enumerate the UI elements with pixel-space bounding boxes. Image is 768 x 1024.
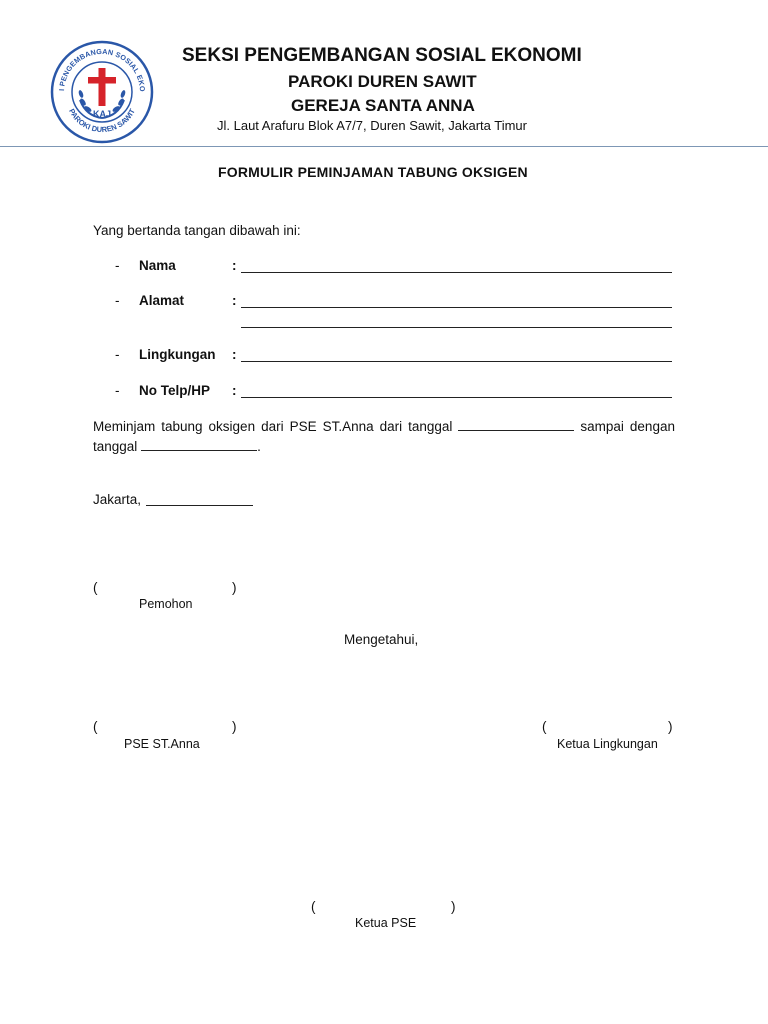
- field-label-lingkungan: Lingkungan: [139, 347, 216, 362]
- parish-name: PAROKI DUREN SAWIT: [288, 72, 477, 91]
- field-label-nama: Nama: [139, 258, 176, 273]
- borrow-text-2: sampai dengan tanggal: [93, 419, 675, 454]
- church-name: GEREJA SANTA ANNA: [291, 96, 475, 115]
- logo-center-text: KAJ: [92, 109, 112, 119]
- alamat-input-line-2[interactable]: [241, 327, 672, 328]
- bullet: -: [115, 383, 120, 398]
- borrow-paragraph: [93, 417, 675, 457]
- nama-input-line[interactable]: [241, 272, 672, 273]
- close-paren: ): [232, 580, 237, 595]
- bullet: -: [115, 347, 120, 362]
- telp-input-line[interactable]: [241, 397, 672, 398]
- field-label-alamat: Alamat: [139, 293, 185, 308]
- alamat-input-line-1[interactable]: [241, 307, 672, 308]
- field-label-telp: No Telp/HP: [139, 383, 211, 398]
- org-name: SEKSI PENGEMBANGAN SOSIAL EKONOMI: [182, 45, 582, 66]
- ketua-lingkungan-label: Ketua Lingkungan: [557, 737, 658, 751]
- applicant-label: Pemohon: [139, 597, 193, 611]
- colon: :: [232, 347, 237, 362]
- acknowledged-label: Mengetahui,: [344, 632, 419, 647]
- bullet: -: [115, 293, 120, 308]
- logo-ring-bottom-text: PAROKI DUREN SAWIT: [67, 107, 137, 135]
- intro-text: Yang bertanda tangan dibawah ini:: [93, 223, 301, 238]
- kaj-parish-seal-icon: [50, 40, 154, 144]
- address: Jl. Laut Arafuru Blok A7/7, Duren Sawit, Jakarta Timur: [217, 118, 527, 133]
- colon: :: [232, 293, 237, 308]
- logo-ring-top-text: I PENGEMBANGAN SOSIAL EKO: [57, 46, 148, 93]
- lingkungan-input-line[interactable]: [241, 361, 672, 362]
- open-paren: (: [93, 719, 98, 734]
- header-divider: [0, 146, 768, 147]
- borrow-text-1: Meminjam tabung oksigen dari PSE ST.Anna dari tanggal: [93, 419, 453, 434]
- bullet: -: [115, 258, 120, 273]
- colon: :: [232, 258, 237, 273]
- colon: :: [232, 383, 237, 398]
- close-paren: ): [451, 899, 456, 914]
- place-date-label: Jakarta,: [93, 492, 142, 507]
- pse-label: PSE ST.Anna: [124, 737, 200, 751]
- form-title: FORMULIR PEMINJAMAN TABUNG OKSIGEN: [218, 164, 528, 180]
- open-paren: (: [311, 899, 316, 914]
- ketua-pse-label: Ketua PSE: [355, 916, 417, 930]
- end-date-blank[interactable]: [141, 438, 257, 451]
- close-paren: ): [232, 719, 237, 734]
- start-date-blank[interactable]: [458, 418, 574, 431]
- borrow-end: .: [257, 439, 261, 454]
- open-paren: (: [93, 580, 98, 595]
- close-paren: ): [668, 719, 673, 734]
- open-paren: (: [542, 719, 547, 734]
- parish-logo: [50, 40, 154, 144]
- date-input-line[interactable]: [146, 505, 253, 506]
